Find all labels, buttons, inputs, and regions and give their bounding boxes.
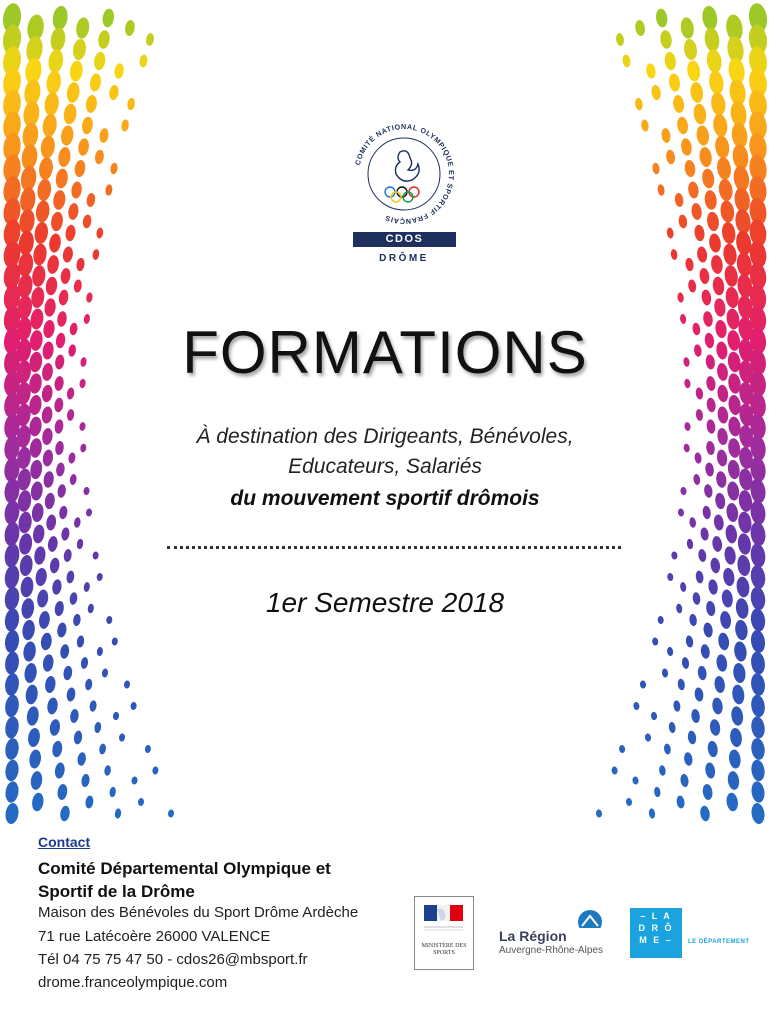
cdos-band: CDOS (353, 232, 456, 247)
ministere-label: MINISTÈRE DES SPORTS (421, 943, 467, 956)
la-drome-box: – L A D R Ô M E – (630, 908, 682, 958)
la-region-logo (499, 908, 619, 958)
website: drome.franceolympique.com (38, 974, 228, 991)
ministere-des-sports-logo (414, 896, 474, 970)
la-drome-departement-logo (630, 908, 750, 958)
region-name: La Région (499, 928, 567, 944)
svg-text:COMITÉ NATIONAL OLYMPIQUE ET S: COMITÉ NATIONAL OLYMPIQUE ET SPORTIF FRANÇAIS (352, 121, 457, 227)
drome-label: DRÔME (379, 253, 429, 264)
marianne-flag-icon (415, 897, 473, 941)
cdos-drome-logo (345, 116, 463, 268)
subtitle-line-2: Educateurs, Salariés (288, 455, 482, 478)
subtitle-line-1: À destination des Dirigeants, Bénévoles, (196, 425, 574, 448)
departement-tag: LE DÉPARTEMENT (688, 939, 750, 945)
organization-name (38, 857, 331, 903)
dotted-divider (167, 546, 621, 549)
phone-email: Tél 04 75 75 47 50 - cdos26@mbsport.fr (38, 951, 308, 968)
address-line-2: 71 rue Latécoère 26000 VALENCE (38, 928, 271, 945)
address-line-1: Maison des Bénévoles du Sport Drôme Ardèche (38, 904, 359, 921)
region-subtitle: Auvergne-Rhône-Alpes (499, 945, 603, 956)
region-mountain-icon (499, 908, 619, 928)
subtitle-line-3: du mouvement sportif drômois (230, 487, 540, 510)
organization-name-line-1: Comité Départemental Olympique et (38, 859, 331, 878)
page-title: FORMATIONS (182, 319, 588, 386)
olympic-rooster-emblem (345, 116, 463, 232)
organization-name-line-2: Sportif de la Drôme (38, 882, 195, 901)
contact-link[interactable]: Contact (38, 834, 91, 850)
semester-label: 1er Semestre 2018 (265, 587, 505, 618)
